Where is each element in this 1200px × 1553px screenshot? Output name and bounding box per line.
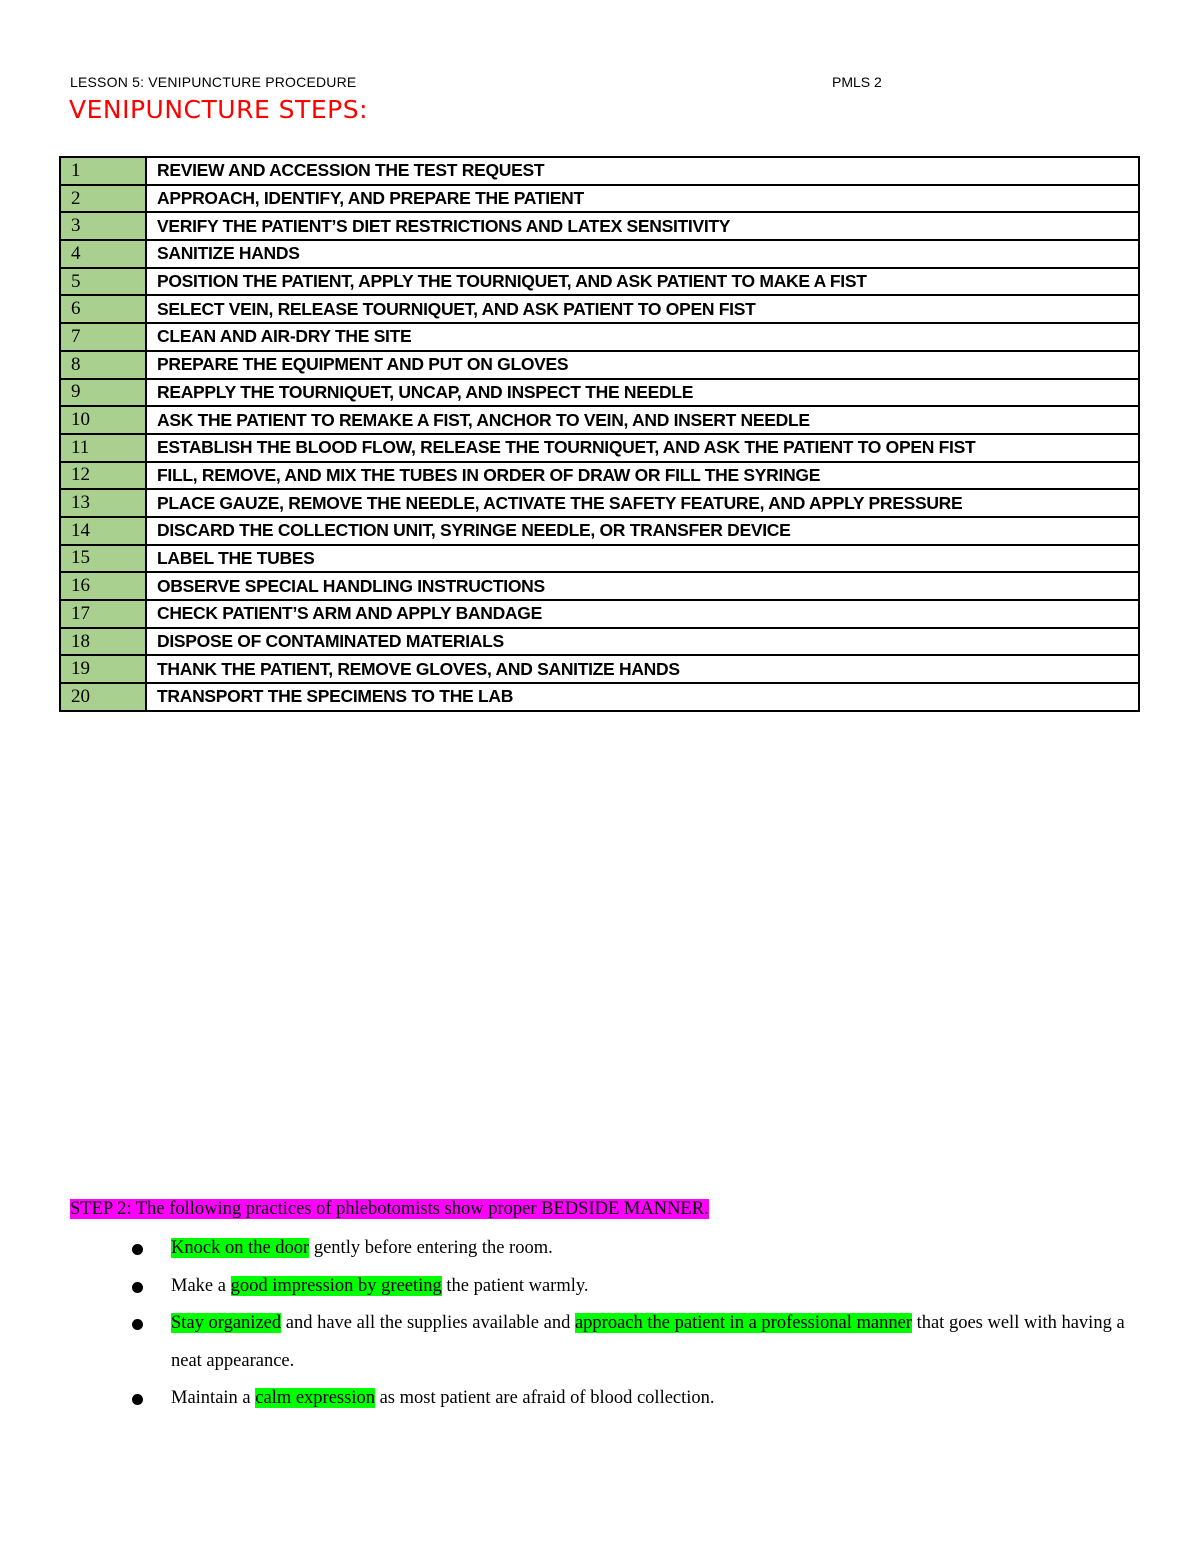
table-row — [60, 240, 1139, 268]
step-number: 2 — [60, 185, 146, 213]
step-description: ESTABLISH THE BLOOD FLOW, RELEASE THE TOURNIQUET, AND ASK THE PATIENT TO OPEN FIST — [146, 434, 1139, 462]
table-row — [60, 406, 1139, 434]
step-description: FILL, REMOVE, AND MIX THE TUBES IN ORDER OF DRAW OR FILL THE SYRINGE — [146, 462, 1139, 490]
bullet-icon — [132, 1244, 143, 1255]
table-row — [60, 295, 1139, 323]
step-number: 19 — [60, 655, 146, 683]
step-description: ASK THE PATIENT TO REMAKE A FIST, ANCHOR TO VEIN, AND INSERT NEEDLE — [146, 406, 1139, 434]
table-row — [60, 268, 1139, 296]
page-title: VENIPUNCTURE STEPS: — [69, 95, 368, 124]
step-description: SANITIZE HANDS — [146, 240, 1139, 268]
step-number: 12 — [60, 462, 146, 490]
step-number: 3 — [60, 212, 146, 240]
table-row — [60, 323, 1139, 351]
table-row — [60, 379, 1139, 407]
bullet-icon — [132, 1282, 143, 1293]
step-description: PREPARE THE EQUIPMENT AND PUT ON GLOVES — [146, 351, 1139, 379]
bedside-manner-list — [70, 1230, 1130, 1418]
step-description: APPROACH, IDENTIFY, AND PREPARE THE PATIENT — [146, 185, 1139, 213]
step-description: DISCARD THE COLLECTION UNIT, SYRINGE NEEDLE, OR TRANSFER DEVICE — [146, 517, 1139, 545]
list-item — [70, 1380, 1130, 1418]
step-description: REAPPLY THE TOURNIQUET, UNCAP, AND INSPECT THE NEEDLE — [146, 379, 1139, 407]
table-row — [60, 185, 1139, 213]
step-description: PLACE GAUZE, REMOVE THE NEEDLE, ACTIVATE THE SAFETY FEATURE, AND APPLY PRESSURE — [146, 489, 1139, 517]
list-item-text: the patient warmly. — [441, 1275, 589, 1296]
table-row — [60, 434, 1139, 462]
step-number: 8 — [60, 351, 146, 379]
list-item — [70, 1268, 1130, 1306]
list-item-text: gently before entering the room. — [309, 1238, 553, 1258]
step-description: DISPOSE OF CONTAMINATED MATERIALS — [146, 628, 1139, 656]
table-row — [60, 655, 1139, 683]
step-description: REVIEW AND ACCESSION THE TEST REQUEST — [146, 157, 1139, 185]
list-item-text: as most patient are afraid of blood collection. — [374, 1388, 715, 1408]
table-row — [60, 351, 1139, 379]
table-row — [60, 489, 1139, 517]
step-number: 11 — [60, 434, 146, 462]
header-course-code: PMLS 2 — [832, 74, 882, 90]
step-number: 7 — [60, 323, 146, 351]
bullet-icon — [132, 1394, 143, 1405]
bedside-manner-section — [70, 1199, 1130, 1418]
steps-table — [59, 156, 1140, 712]
step-description: CHECK PATIENT’S ARM AND APPLY BANDAGE — [146, 600, 1139, 628]
step-number: 5 — [60, 268, 146, 296]
table-row — [60, 462, 1139, 490]
step-number: 16 — [60, 572, 146, 600]
list-item-text: Maintain a — [171, 1388, 256, 1408]
step-number: 13 — [60, 489, 146, 517]
header-lesson: LESSON 5: VENIPUNCTURE PROCEDURE — [70, 74, 357, 90]
bullet-icon — [132, 1319, 143, 1330]
step-description: SELECT VEIN, RELEASE TOURNIQUET, AND ASK PATIENT TO OPEN FIST — [146, 295, 1139, 323]
step-number: 14 — [60, 517, 146, 545]
table-row — [60, 600, 1139, 628]
step-number: 18 — [60, 628, 146, 656]
step-number: 9 — [60, 379, 146, 407]
table-row — [60, 545, 1139, 573]
steps-table-body — [60, 157, 1139, 711]
highlighted-text: Knock on the door — [171, 1238, 310, 1258]
step-number: 17 — [60, 600, 146, 628]
table-row — [60, 572, 1139, 600]
step-description: CLEAN AND AIR-DRY THE SITE — [146, 323, 1139, 351]
list-item-text: that goes well with having a neat appearance. — [171, 1313, 1125, 1371]
step-description: THANK THE PATIENT, REMOVE GLOVES, AND SANITIZE HANDS — [146, 655, 1139, 683]
step-description: VERIFY THE PATIENT’S DIET RESTRICTIONS AND LATEX SENSITIVITY — [146, 212, 1139, 240]
step-description: LABEL THE TUBES — [146, 545, 1139, 573]
list-item — [70, 1230, 1130, 1268]
table-row — [60, 212, 1139, 240]
table-row — [60, 628, 1139, 656]
highlighted-text: Stay organized — [171, 1313, 282, 1333]
bedside-manner-heading: STEP 2: The following practices of phlebotomists show proper BEDSIDE MANNER. — [70, 1199, 709, 1219]
step-number: 10 — [60, 406, 146, 434]
table-row — [60, 517, 1139, 545]
step-description: POSITION THE PATIENT, APPLY THE TOURNIQUET, AND ASK PATIENT TO MAKE A FIST — [146, 268, 1139, 296]
step-number: 1 — [60, 157, 146, 185]
step-number: 4 — [60, 240, 146, 268]
list-item — [70, 1305, 1130, 1380]
step-description: OBSERVE SPECIAL HANDLING INSTRUCTIONS — [146, 572, 1139, 600]
list-item-text: Make a — [171, 1275, 231, 1296]
step-number: 15 — [60, 545, 146, 573]
table-row — [60, 683, 1139, 711]
table-row — [60, 157, 1139, 185]
list-item-text: and have all the supplies available and — [281, 1313, 575, 1333]
highlighted-text: calm expression — [255, 1388, 375, 1408]
highlighted-text: approach the patient in a professional manner — [574, 1313, 912, 1333]
step-number: 6 — [60, 295, 146, 323]
step-number: 20 — [60, 683, 146, 711]
step-description: TRANSPORT THE SPECIMENS TO THE LAB — [146, 683, 1139, 711]
highlighted-text: good impression by greeting — [230, 1275, 442, 1296]
